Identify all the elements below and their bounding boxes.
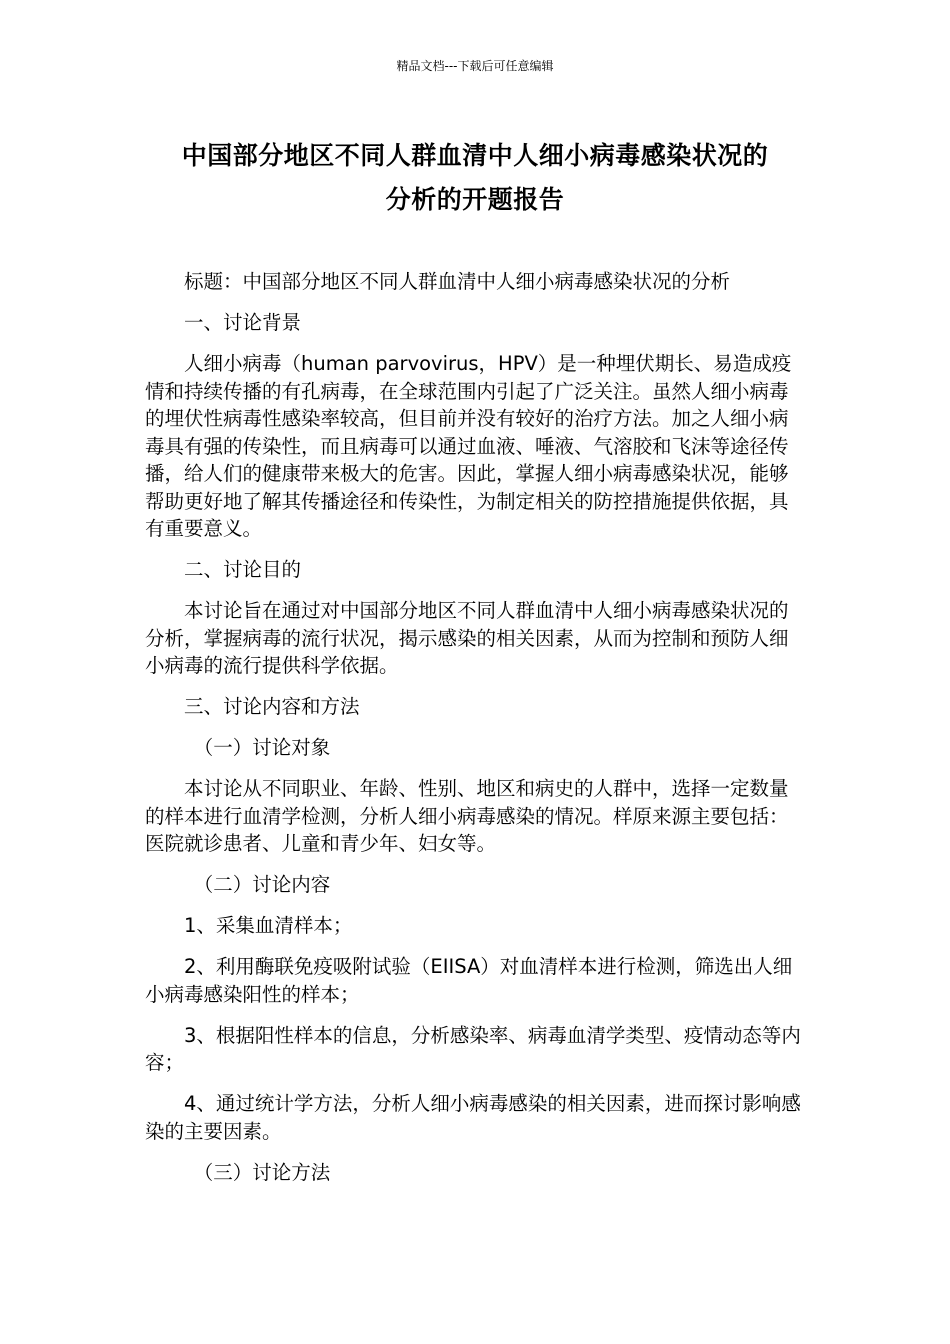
list-item-2: 2、利用酶联免疫吸附试验（EIISA）对血清样本进行检测，筛选出人细小病毒感染阳性的样本； xyxy=(145,955,793,1006)
section-heading-background: 一、讨论背景 xyxy=(184,311,302,334)
title-line-1: 中国部分地区不同人群血清中人细小病毒感染状况的 xyxy=(181,141,769,170)
paragraph-subjects: 本讨论从不同职业、年龄、性别、地区和病史的人群中，选择一定数量的样本进行血清学检测，分析人细小病毒感染的情况。样原来源主要包括：医院就诊患者、儿童和青少年、妇女等。 xyxy=(145,777,789,855)
list-item-1: 1、采集血清样本； xyxy=(184,914,353,937)
paragraph-purpose: 本讨论旨在通过对中国部分地区不同人群血清中人细小病毒感染状况的分析，掌握病毒的流行状况，揭示感染的相关因素，从而为控制和预防人细小病毒的流行提供科学依据。 xyxy=(145,599,789,677)
title-label-line: 标题：中国部分地区不同人群血清中人细小病毒感染状况的分析 xyxy=(184,270,731,293)
subheading-methods: （三）讨论方法 xyxy=(193,1160,331,1184)
document-body xyxy=(145,268,807,1200)
title-line-2: 分析的开题报告 xyxy=(385,185,565,214)
list-item-3: 3、根据阳性样本的信息，分析感染率、病毒血清学类型、疫情动态等内容； xyxy=(145,1023,801,1074)
document-title xyxy=(140,134,810,222)
subheading-subjects: （一）讨论对象 xyxy=(193,736,331,759)
paragraph-background: 人细小病毒（human parvovirus，HPV）是一种埋伏期长、易造成疫情和持续传播的有孔病毒，在全球范围内引起了广泛关注。虽然人细小病毒的埋伏性病毒性感染率较高，但目前并没有较好的治疗方法。加之人细小病毒具有强的传染性，而且病毒可以通过血液、唾液、气溶胶和飞沫等途径传播，给人们的健康带来极大的危害。因此，掌握人细小病毒感染状况，能够帮助更好地了解其传播途径和传染性，为制定相关的防控措施提供依据，具有重要意义。 xyxy=(145,352,792,540)
page-header-watermark: 精品文档---下载后可任意编辑 xyxy=(396,59,554,73)
list-item-4: 4、通过统计学方法，分析人细小病毒感染的相关因素，进而探讨影响感染的主要因素。 xyxy=(145,1092,801,1143)
section-heading-purpose: 二、讨论目的 xyxy=(184,558,302,581)
section-heading-content-methods: 三、讨论内容和方法 xyxy=(184,695,360,718)
subheading-content: （二）讨论内容 xyxy=(193,873,331,896)
